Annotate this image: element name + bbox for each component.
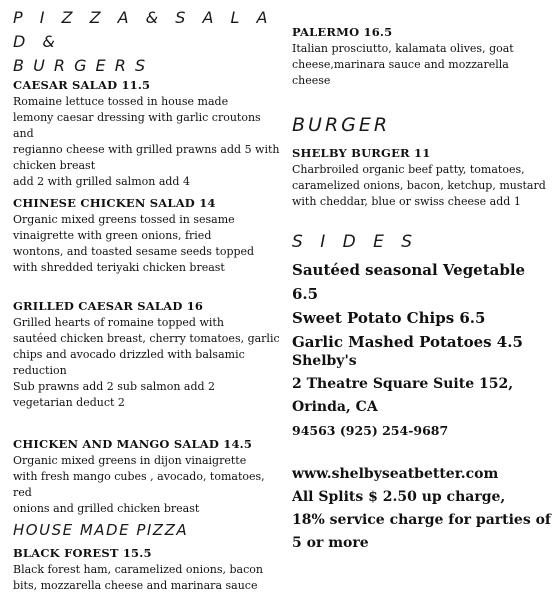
- menu-item-black-forest: [13, 546, 281, 594]
- sides-list: [292, 258, 548, 354]
- menu-item-chinese-chicken-salad: [13, 196, 281, 276]
- item-desc-line: lemony caesar dressing with garlic croutons and: [13, 111, 261, 140]
- item-desc-line: bits, mozzarella cheese and marinara sauce: [13, 579, 258, 592]
- burger-header: BURGER: [292, 114, 391, 136]
- item-title: CHINESE CHICKEN SALAD 14: [13, 196, 216, 210]
- item-desc-line: with fresh mango cubes , avocado, tomatoes, red: [13, 470, 265, 499]
- item-title: SHELBY BURGER 11: [292, 146, 431, 160]
- address-line: Orinda, CA: [292, 399, 378, 415]
- footer-line: All Splits $ 2.50 up charge,: [292, 489, 506, 505]
- menu-footer: [292, 463, 552, 555]
- menu-item-grilled-caesar-salad: [13, 299, 281, 411]
- footer-line: 18% service charge for parties of: [292, 512, 551, 528]
- side-item: Garlic Mashed Potatoes 4.5: [292, 333, 523, 351]
- footer-line: 5 or more: [292, 535, 369, 551]
- item-desc-line: chips and avocado drizzled with balsamic: [13, 348, 245, 361]
- item-desc-line: Grilled hearts of romaine topped with: [13, 316, 224, 329]
- menu-header-line1: P I Z Z A & S A L A D &: [13, 8, 274, 51]
- item-desc-line: onions and grilled chicken breast: [13, 502, 200, 515]
- side-item: Sautéed seasonal Vegetable 6.5: [292, 261, 526, 303]
- restaurant-name: Shelby's: [292, 353, 357, 369]
- sides-header: S I D E S: [292, 232, 419, 252]
- house-made-pizza-header: HOUSE MADE PIZZA: [13, 521, 189, 539]
- item-desc-line: vegetarian deduct 2: [13, 396, 125, 409]
- menu-header: [13, 6, 281, 78]
- item-desc-line: Romaine lettuce tossed in house made: [13, 95, 229, 108]
- item-title: GRILLED CAESAR SALAD 16: [13, 299, 204, 313]
- menu-header-line2: B U R G E R S: [13, 56, 148, 75]
- item-title: PALERMO 16.5: [292, 25, 393, 39]
- item-desc-line: with cheddar, blue or swiss cheese add 1: [292, 195, 521, 208]
- item-desc-line: chicken breast: [13, 159, 96, 172]
- item-desc-line: reduction: [13, 364, 67, 377]
- item-desc-line: Organic mixed greens tossed in sesame: [13, 213, 235, 226]
- item-desc-line: Black forest ham, caramelized onions, bacon: [13, 563, 263, 576]
- item-desc-line: Organic mixed greens in dijon vinaigrette: [13, 454, 247, 467]
- item-desc-line: sautéed chicken breast, cherry tomatoes, garlic: [13, 332, 280, 345]
- menu-item-caesar-salad: [13, 78, 281, 190]
- item-desc-line: with shredded teriyaki chicken breast: [13, 261, 225, 274]
- address-line: 2 Theatre Square Suite 152,: [292, 376, 514, 392]
- item-desc-line: cheese: [292, 74, 331, 87]
- item-desc-line: caramelized onions, bacon, ketchup, mustard: [292, 179, 546, 192]
- item-desc-line: add 2 with grilled salmon add 4: [13, 175, 190, 188]
- item-desc-line: Charbroiled organic beef patty, tomatoes,: [292, 163, 525, 176]
- item-desc-line: regianno cheese with grilled prawns add 5 with: [13, 143, 280, 156]
- item-desc-line: cheese,marinara sauce and mozzarella: [292, 58, 509, 71]
- item-desc-line: Sub prawns add 2 sub salmon add 2: [13, 380, 216, 393]
- side-item: Sweet Potato Chips 6.5: [292, 309, 486, 327]
- menu-item-shelby-burger: [292, 146, 548, 210]
- item-desc-line: Italian prosciutto, kalamata olives, goat: [292, 42, 514, 55]
- menu-item-palermo: [292, 25, 548, 89]
- item-desc-line: wontons, and toasted sesame seeds topped: [13, 245, 255, 258]
- item-desc-line: vinaigrette with green onions, fried: [13, 229, 212, 242]
- restaurant-address: [292, 350, 548, 442]
- item-title: CAESAR SALAD 11.5: [13, 78, 151, 92]
- address-phone: 94563 (925) 254-9687: [292, 423, 449, 438]
- item-title: CHICKEN AND MANGO SALAD 14.5: [13, 437, 253, 451]
- menu-item-chicken-mango-salad: [13, 437, 281, 517]
- website-link[interactable]: www.shelbyseatbetter.com: [292, 466, 499, 482]
- item-title: BLACK FOREST 15.5: [13, 546, 152, 560]
